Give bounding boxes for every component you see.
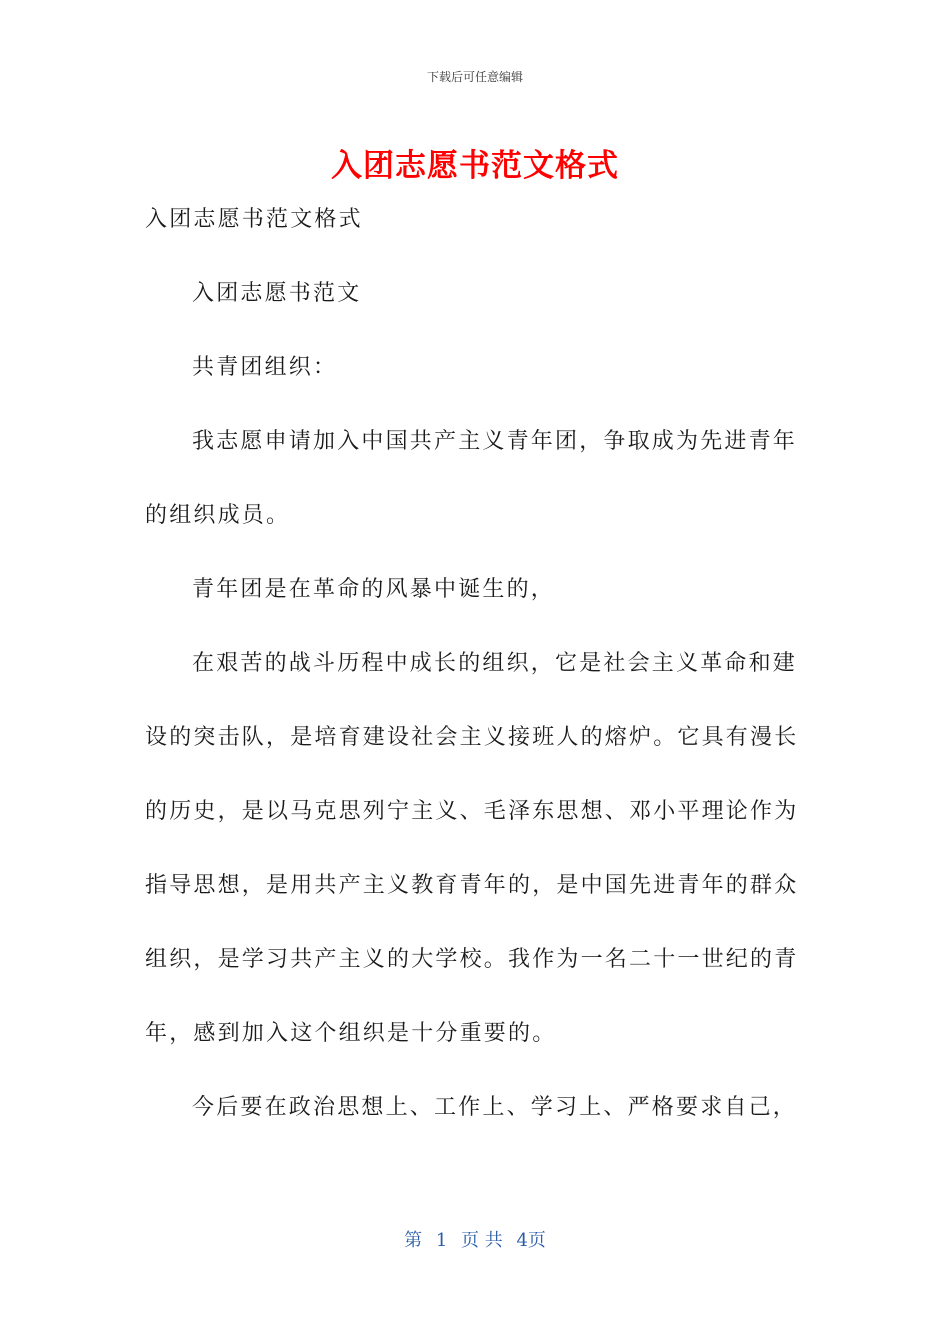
- body-line-11: 组织，是学习共产主义的大学校。我作为一名二十一世纪的青: [145, 947, 799, 972]
- body-line-2: 入团志愿书范文: [192, 281, 362, 306]
- body-line-13: 今后要在政治思想上、工作上、学习上、严格要求自己，: [192, 1095, 798, 1120]
- footer-current-page: 1: [435, 1230, 448, 1251]
- body-line-9: 的历史，是以马克思列宁主义、毛泽东思想、邓小平理论作为: [145, 799, 799, 824]
- body-line-5: 的组织成员。: [145, 503, 291, 528]
- page-footer: [0, 1226, 950, 1252]
- body-line-6: 青年团是在革命的风暴中诞生的，: [192, 577, 556, 602]
- document-body: [145, 198, 799, 1160]
- footer-prefix: 第: [404, 1230, 423, 1251]
- body-line-1: 入团志愿书范文格式: [145, 207, 363, 232]
- body-line-8: 设的突击队，是培育建设社会主义接班人的熔炉。它具有漫长: [145, 725, 799, 750]
- header-note: 下载后可任意编辑: [426, 70, 523, 84]
- body-line-4: 我志愿申请加入中国共产主义青年团，争取成为先进青年: [192, 429, 798, 454]
- body-line-10: 指导思想，是用共产主义教育青年的，是中国先进青年的群众: [145, 873, 799, 898]
- document-title: 入团志愿书范文格式: [331, 148, 619, 184]
- footer-middle: 页 共: [461, 1230, 503, 1251]
- footer-total: 4页: [516, 1230, 546, 1251]
- body-line-3: 共青团组织：: [192, 355, 338, 380]
- body-line-7: 在艰苦的战斗历程中成长的组织，它是社会主义革命和建: [192, 651, 798, 676]
- body-line-12: 年，感到加入这个组织是十分重要的。: [145, 1021, 557, 1046]
